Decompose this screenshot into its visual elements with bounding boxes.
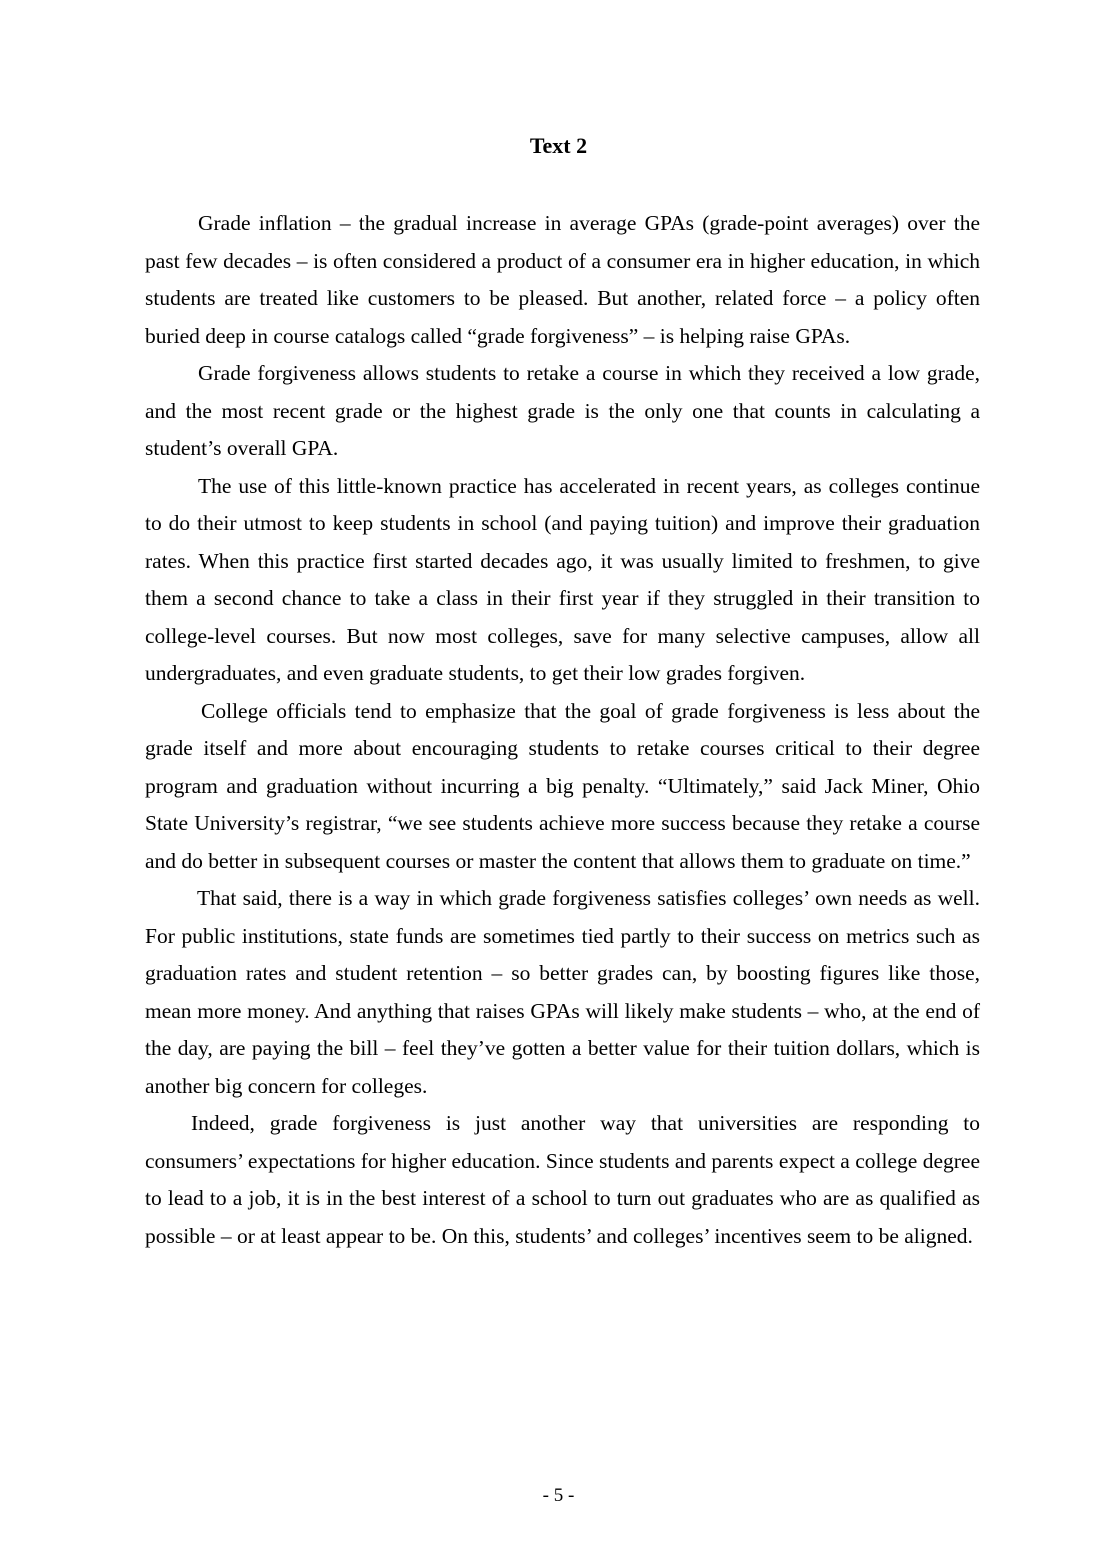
document-title: Text 2: [529, 133, 588, 158]
document-body: [145, 205, 980, 1255]
paragraph-1: Grade inflation – the gradual increase in average GPAs (grade-point averages) over the past few decades – is often considered a product of a consumer era in higher education, in which students are treated like customers to be pleased. But another, related force – a policy often buried deep in course catalogs called “grade forgiveness” – is helping raise GPAs.: [145, 211, 980, 348]
page-number: - 5 -: [542, 1485, 575, 1506]
paragraph-5: That said, there is a way in which grade forgiveness satisfies colleges’ own needs as well. For public institutions, state funds are sometimes tied partly to their success on metrics such as graduation rates and student retention – so better grades can, by boosting figures like those, mean more money. And anything that raises GPAs will likely make students – who, at the end of the day, are paying the bill – feel they’ve gotten a better value for their tuition dollars, which is another big concern for colleges.: [145, 886, 980, 1098]
paragraph-6: Indeed, grade forgiveness is just another way that universities are responding to consumers’ expectations for higher education. Since students and parents expect a college degree to lead to a job, it is in the best interest of a school to turn out graduates who are as qualified as possible – or at least appear to be. On this, students’ and colleges’ incentives seem to be aligned.: [145, 1111, 980, 1248]
paragraph-3: The use of this little-known practice has accelerated in recent years, as colleges continue to do their utmost to keep students in school (and paying tuition) and improve their graduation rates. When this practice first started decades ago, it was usually limited to freshmen, to give them a second chance to take a class in their first year if they struggled in their transition to college-level courses. But now most colleges, save for many selective campuses, allow all undergraduates, and even graduate students, to get their low grades forgiven.: [145, 473, 980, 685]
paragraph-2: Grade forgiveness allows students to retake a course in which they received a low grade, and the most recent grade or the highest grade is the only one that counts in calculating a student’s overall GPA.: [145, 361, 980, 460]
paragraph-4: College officials tend to emphasize that the goal of grade forgiveness is less about the grade itself and more about encouraging students to retake courses critical to their degree program and graduation without incurring a big penalty. “Ultimately,” said Jack Miner, Ohio State University’s registrar, “we see students achieve more success because they retake a course and do better in subsequent courses or master the content that allows them to graduate on time.”: [145, 698, 980, 873]
